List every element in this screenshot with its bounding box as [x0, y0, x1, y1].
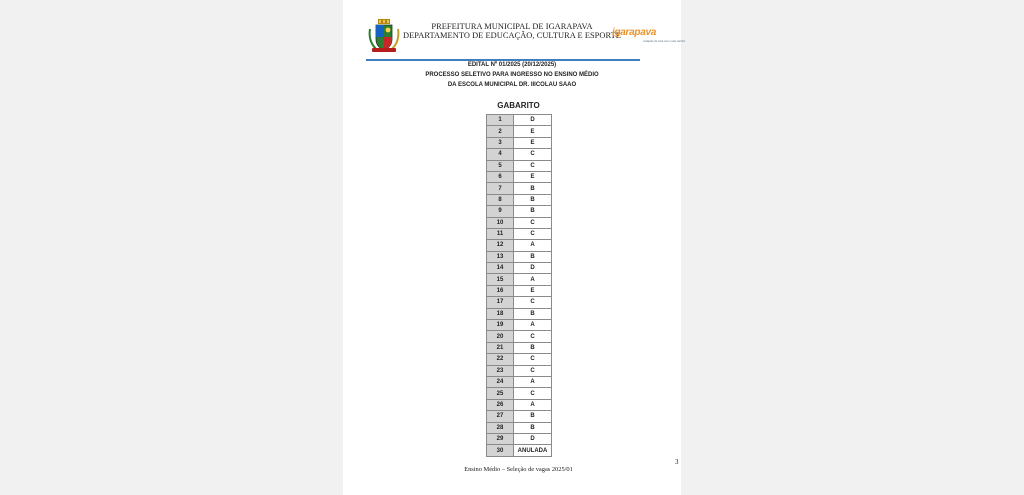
- table-row: [487, 194, 552, 205]
- answer-letter: C: [514, 331, 552, 342]
- table-row: [487, 126, 552, 137]
- igarapava-logo: igarapava: [612, 27, 656, 38]
- question-number: 8: [487, 194, 514, 205]
- question-number: 19: [487, 320, 514, 331]
- answer-letter: C: [514, 297, 552, 308]
- table-row: [487, 399, 552, 410]
- answer-letter: B: [514, 206, 552, 217]
- table-row: [487, 308, 552, 319]
- question-number: 26: [487, 399, 514, 410]
- question-number: 20: [487, 331, 514, 342]
- table-row: [487, 160, 552, 171]
- table-row: [487, 411, 552, 422]
- table-row: [487, 320, 552, 331]
- table-row: [487, 263, 552, 274]
- table-row: [487, 115, 552, 126]
- question-number: 11: [487, 228, 514, 239]
- answer-letter: E: [514, 171, 552, 182]
- table-row: [487, 331, 552, 342]
- question-number: 30: [487, 445, 514, 456]
- answer-letter: ANULADA: [514, 445, 552, 456]
- gabarito-heading: GABARITO: [497, 101, 540, 110]
- question-number: 23: [487, 365, 514, 376]
- answer-letter: C: [514, 365, 552, 376]
- question-number: 14: [487, 263, 514, 274]
- answer-letter: B: [514, 422, 552, 433]
- table-row: [487, 365, 552, 376]
- document-page: [343, 0, 686, 495]
- table-row: [487, 354, 552, 365]
- answer-letter: B: [514, 308, 552, 319]
- answer-letter: E: [514, 126, 552, 137]
- table-row: [487, 274, 552, 285]
- question-number: 10: [487, 217, 514, 228]
- table-row: [487, 433, 552, 444]
- header-divider: [366, 59, 640, 61]
- igarapava-logo-tagline: cuidando de você com muito carinho: [643, 40, 686, 43]
- table-row: [487, 183, 552, 194]
- answer-letter: A: [514, 240, 552, 251]
- table-row: [487, 342, 552, 353]
- question-number: 9: [487, 206, 514, 217]
- answer-letter: B: [514, 194, 552, 205]
- footer-text: Ensino Médio – Seleção de vagas 2025/01: [464, 466, 573, 473]
- question-number: 29: [487, 433, 514, 444]
- page-number: 3: [675, 458, 679, 466]
- question-number: 17: [487, 297, 514, 308]
- answer-letter: B: [514, 342, 552, 353]
- answer-letter: B: [514, 411, 552, 422]
- escola-title: DA ESCOLA MUNICIPAL DR. IIICOLAU SAAO: [447, 82, 577, 88]
- question-number: 25: [487, 388, 514, 399]
- table-row: [487, 445, 552, 456]
- answer-letter: B: [514, 251, 552, 262]
- answer-letter: A: [514, 320, 552, 331]
- question-number: 7: [487, 183, 514, 194]
- answer-letter: D: [514, 433, 552, 444]
- question-number: 16: [487, 285, 514, 296]
- answer-letter: C: [514, 228, 552, 239]
- answer-letter: B: [514, 183, 552, 194]
- answer-letter: C: [514, 388, 552, 399]
- table-row: [487, 206, 552, 217]
- letterhead: [343, 0, 686, 62]
- question-number: 15: [487, 274, 514, 285]
- answer-letter: E: [514, 285, 552, 296]
- table-row: [487, 285, 552, 296]
- answer-letter: A: [514, 399, 552, 410]
- question-number: 1: [487, 115, 514, 126]
- table-row: [487, 240, 552, 251]
- table-row: [487, 149, 552, 160]
- answer-letter: E: [514, 137, 552, 148]
- table-row: [487, 388, 552, 399]
- table-row: [487, 228, 552, 239]
- table-row: [487, 251, 552, 262]
- table-row: [487, 171, 552, 182]
- question-number: 5: [487, 160, 514, 171]
- answer-letter: C: [514, 217, 552, 228]
- question-number: 27: [487, 411, 514, 422]
- answer-letter: D: [514, 115, 552, 126]
- question-number: 22: [487, 354, 514, 365]
- question-number: 18: [487, 308, 514, 319]
- letterhead-line-2: DEPARTAMENTO DE EDUCAÇÃO, CULTURA E ESPORTE: [403, 31, 621, 40]
- question-number: 24: [487, 376, 514, 387]
- edital-title: EDITAL Nº 01/2025 (20/12/2025): [467, 62, 557, 68]
- table-row: [487, 217, 552, 228]
- question-number: 21: [487, 342, 514, 353]
- question-number: 2: [487, 126, 514, 137]
- answer-letter: C: [514, 354, 552, 365]
- answer-letter: C: [514, 149, 552, 160]
- question-number: 12: [487, 240, 514, 251]
- letterhead-line-1: PREFEITURA MUNICIPAL DE IGARAPAVA: [431, 22, 593, 31]
- answer-letter: A: [514, 376, 552, 387]
- question-number: 4: [487, 149, 514, 160]
- answer-letter: C: [514, 160, 552, 171]
- answer-letter: A: [514, 274, 552, 285]
- table-row: [487, 137, 552, 148]
- question-number: 13: [487, 251, 514, 262]
- question-number: 3: [487, 137, 514, 148]
- table-row: [487, 297, 552, 308]
- table-row: [487, 422, 552, 433]
- question-number: 28: [487, 422, 514, 433]
- table-row: [487, 376, 552, 387]
- processo-title: PROCESSO SELETIVO PARA INGRESSO NO ENSINO MÉDIO: [425, 72, 599, 78]
- answer-letter: D: [514, 263, 552, 274]
- answer-key-table: [486, 114, 552, 457]
- question-number: 6: [487, 171, 514, 182]
